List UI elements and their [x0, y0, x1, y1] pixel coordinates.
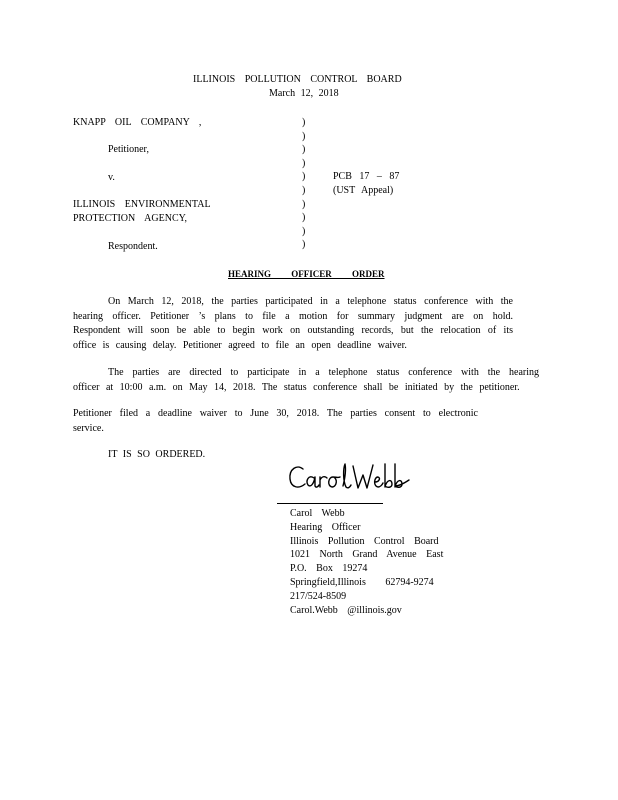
paren: ) [302, 117, 306, 128]
signer-name: Carol Webb [290, 508, 345, 519]
paren: ) [302, 212, 306, 224]
paren: ) [302, 171, 306, 183]
paren: ) [302, 239, 306, 251]
respondent-name-line2: PROTECTION AGENCY, [73, 213, 188, 224]
versus: v. [108, 172, 115, 183]
respondent-role: Respondent. [108, 241, 158, 252]
closing-statement: IT IS SO ORDERED. [108, 449, 206, 460]
paren: ) [302, 130, 306, 142]
signature-line [277, 503, 383, 504]
order-date: March 12, 2018 [269, 88, 339, 99]
signer-organization: Illinois Pollution Control Board [290, 535, 439, 547]
signer-title: Hearing Officer [290, 521, 361, 533]
signer-city-zip: Springfield,Illinois 62794-9274 [290, 577, 434, 588]
signer-po-box: P.O. Box 19274 [290, 563, 368, 575]
paren: ) [302, 185, 306, 196]
case-number: PCB 17 – 87 [333, 171, 400, 182]
agency-title: ILLINOIS POLLUTION CONTROL BOARD [193, 74, 402, 85]
signer-phone: 217/524-8509 [290, 590, 347, 602]
paren: ) [302, 157, 306, 169]
respondent-name-line1: ILLINOIS ENVIRONMENTAL [73, 199, 211, 210]
order-title: HEARING OFFICER ORDER [228, 269, 385, 279]
paragraph-1: On March 12, 2018, the parties participated in a telephone status conference with the hearing officer. Petitioner ’s plans to file a motion for summary judgment are on hold. Respondent will soon be able to begin work on outstanding records, but the relocation of its office is causing delay. Petitioner agreed to file an open deadline waiver. [73, 296, 513, 351]
signer-address: 1021 North Grand Avenue East [290, 549, 444, 561]
paren: ) [302, 198, 306, 210]
paren: ) [302, 144, 306, 156]
paren: ) [302, 225, 306, 237]
paragraph-3: Petitioner filed a deadline waiver to June 30, 2018. The parties consent to electronic service. [73, 408, 478, 434]
paragraph-2: The parties are directed to participate in a telephone status conference with the hearing officer at 10:00 a.m. on May 14, 2018. The status conference shall be initiated by the petitioner. [73, 367, 539, 393]
handwritten-signature [287, 461, 417, 495]
signer-email: Carol.Webb @illinois.gov [290, 604, 402, 616]
petitioner-role: Petitioner, [108, 144, 149, 155]
case-type: (UST Appeal) [333, 185, 394, 196]
petitioner-name: KNAPP OIL COMPANY , [73, 117, 202, 128]
